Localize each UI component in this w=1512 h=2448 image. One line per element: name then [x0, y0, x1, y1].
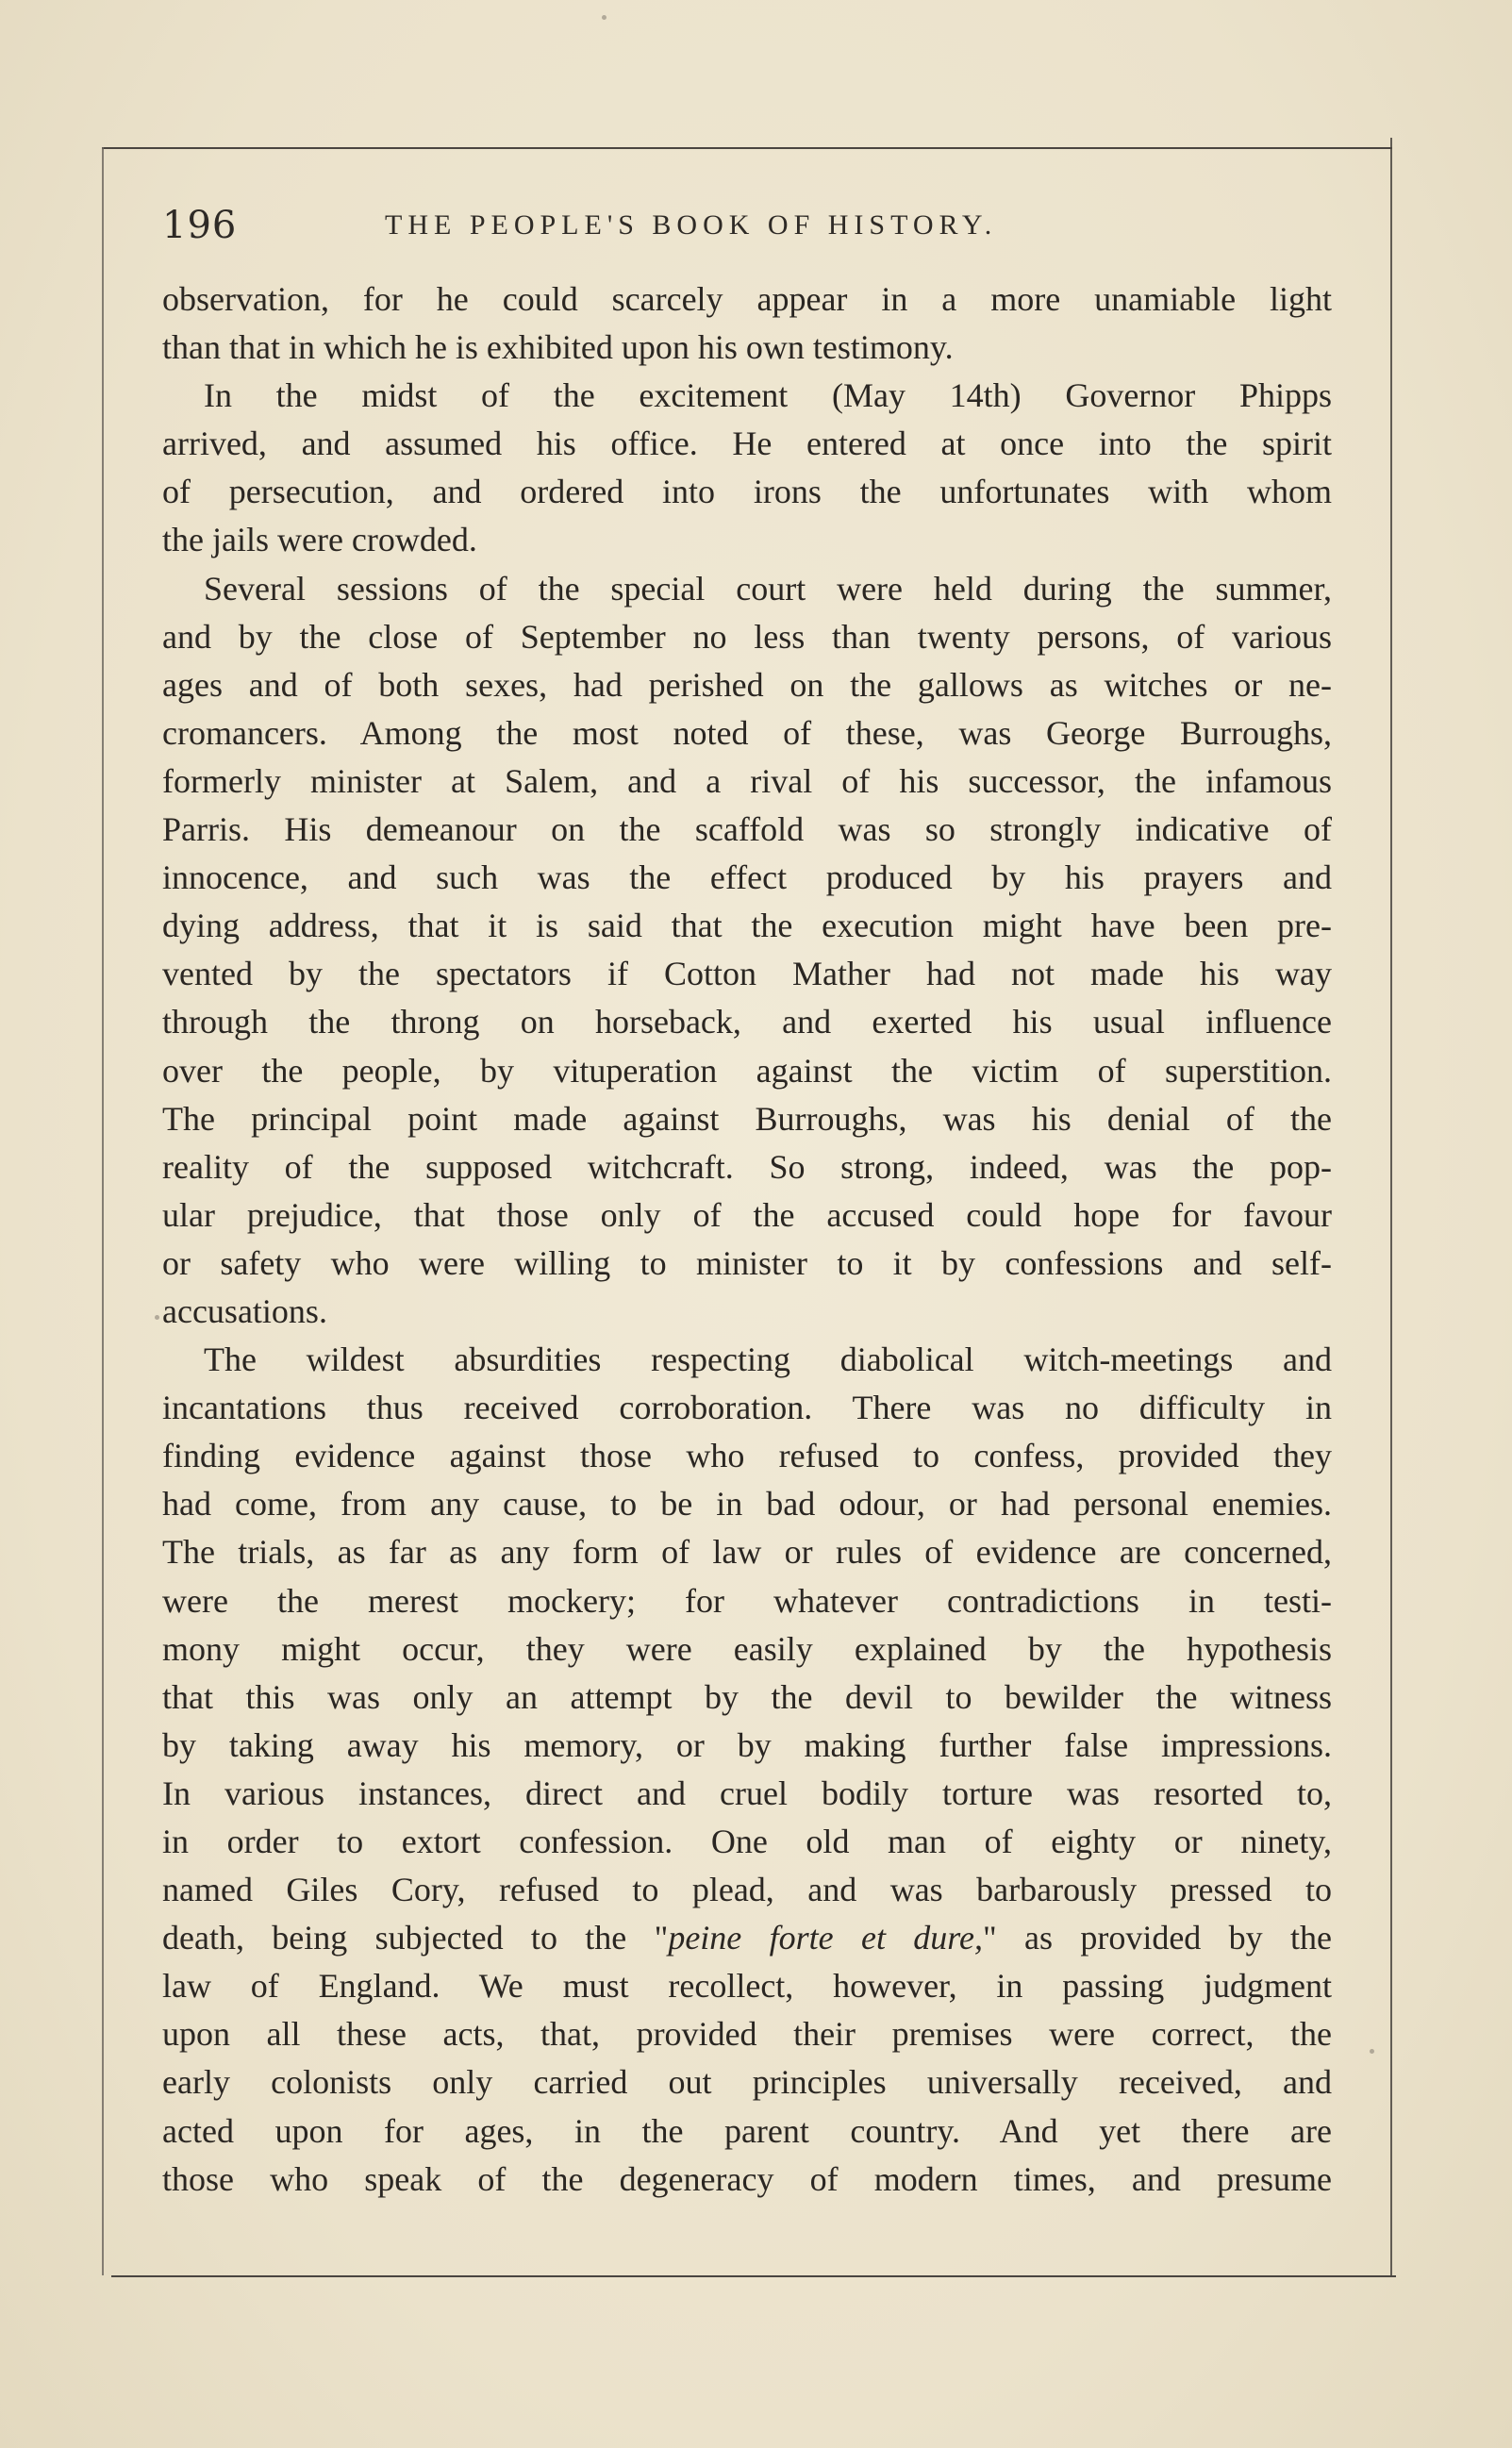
- italic-phrase: peine forte et dure,: [668, 1919, 983, 1957]
- text-line: and by the close of September no less than twenty persons, of various: [162, 617, 1332, 656]
- text-line: arrived, and assumed his office. He entered at once into the spirit: [162, 425, 1332, 463]
- text-line: in order to extort confession. One old man of eighty or ninety,: [162, 1823, 1332, 1860]
- text-line: vented by the spectators if Cotton Mather had not made his way: [162, 955, 1332, 993]
- text-line: ular prejudice, that those only of the accused could hope for favour: [162, 1195, 1332, 1234]
- text-line: dying address, that it is said that the execution might have been pre-: [162, 907, 1332, 945]
- frame-rule-left: [102, 147, 104, 2275]
- text-line: that this was only an attempt by the devil to bewilder the witness: [162, 1677, 1332, 1716]
- text-line: innocence, and such was the effect produced by his prayers and: [162, 858, 1332, 897]
- text-line: observation, for he could scarcely appear in a more unamiable light: [162, 280, 1332, 318]
- text-line: those who speak of the degeneracy of modern times, and presume: [162, 2159, 1332, 2198]
- body-text: [162, 275, 1332, 2204]
- text-line: than that in which he is exhibited upon his own testimony.: [162, 328, 954, 367]
- text-line: ages and of both sexes, had perished on the gallows as witches or ne-: [162, 665, 1332, 704]
- page-header: [158, 198, 1338, 255]
- paragraph-start-line: The wildest absurdities respecting diabolical witch-meetings and: [204, 1341, 1332, 1379]
- text-line: by taking away his memory, or by making further false impressions.: [162, 1725, 1332, 1764]
- frame-rule-bottom: [111, 2275, 1396, 2277]
- text-line: incantations thus received corroboration. There was no difficulty in: [162, 1389, 1332, 1427]
- text-line: the jails were crowded.: [162, 521, 477, 559]
- text-line: law of England. We must recollect, however, in passing judgment: [162, 1967, 1332, 2006]
- running-head: THE PEOPLE'S BOOK OF HISTORY.: [385, 209, 998, 241]
- paragraph-start-line: Several sessions of the special court were held during the summer,: [204, 569, 1332, 608]
- frame-rule-right: [1390, 138, 1392, 2275]
- text-line: accusations.: [162, 1291, 327, 1330]
- paper-speck: [1370, 2049, 1374, 2054]
- text-line: or safety who were willing to minister to it by confessions and self-: [162, 1243, 1332, 1282]
- text-line: cromancers. Among the most noted of these, was George Burroughs,: [162, 713, 1332, 752]
- paper-speck: [602, 15, 606, 20]
- frame-rule-top: [102, 147, 1392, 149]
- text-line-with-italic: death, being subjected to the "peine forte et dure," as provided by the: [162, 1919, 1332, 1957]
- text-line: formerly minister at Salem, and a rival of his successor, the infamous: [162, 761, 1332, 800]
- text-line: early colonists only carried out principles universally received, and: [162, 2063, 1332, 2102]
- text-line: acted upon for ages, in the parent country. And yet there are: [162, 2111, 1332, 2150]
- text-line: The principal point made against Burroughs, was his denial of the: [162, 1099, 1332, 1138]
- text-line: mony might occur, they were easily explained by the hypothesis: [162, 1629, 1332, 1668]
- text-line: named Giles Cory, refused to plead, and was barbarously pressed to: [162, 1871, 1332, 1909]
- text-line: upon all these acts, that, provided their premises were correct, the: [162, 2015, 1332, 2054]
- paragraph-start-line: In the midst of the excitement (May 14th) Governor Phipps: [204, 376, 1332, 415]
- text-line: reality of the supposed witchcraft. So strong, indeed, was the pop-: [162, 1147, 1332, 1186]
- text-line: finding evidence against those who refused to confess, provided they: [162, 1437, 1332, 1475]
- text-line: The trials, as far as any form of law or rules of evidence are concerned,: [162, 1533, 1332, 1572]
- text-line: of persecution, and ordered into irons the unfortunates with whom: [162, 473, 1332, 511]
- text-line: had come, from any cause, to be in bad odour, or had personal enemies.: [162, 1485, 1332, 1524]
- text-line: over the people, by vituperation against the victim of superstition.: [162, 1051, 1332, 1090]
- text-line: through the throng on horseback, and exerted his usual influence: [162, 1003, 1332, 1041]
- text-line: Parris. His demeanour on the scaffold was so strongly indicative of: [162, 810, 1332, 849]
- text-line: In various instances, direct and cruel bodily torture was resorted to,: [162, 1774, 1332, 1812]
- paper-speck: [155, 1315, 159, 1320]
- text-line: were the merest mockery; for whatever contradictions in testi-: [162, 1581, 1332, 1620]
- page-number: 196: [162, 204, 238, 247]
